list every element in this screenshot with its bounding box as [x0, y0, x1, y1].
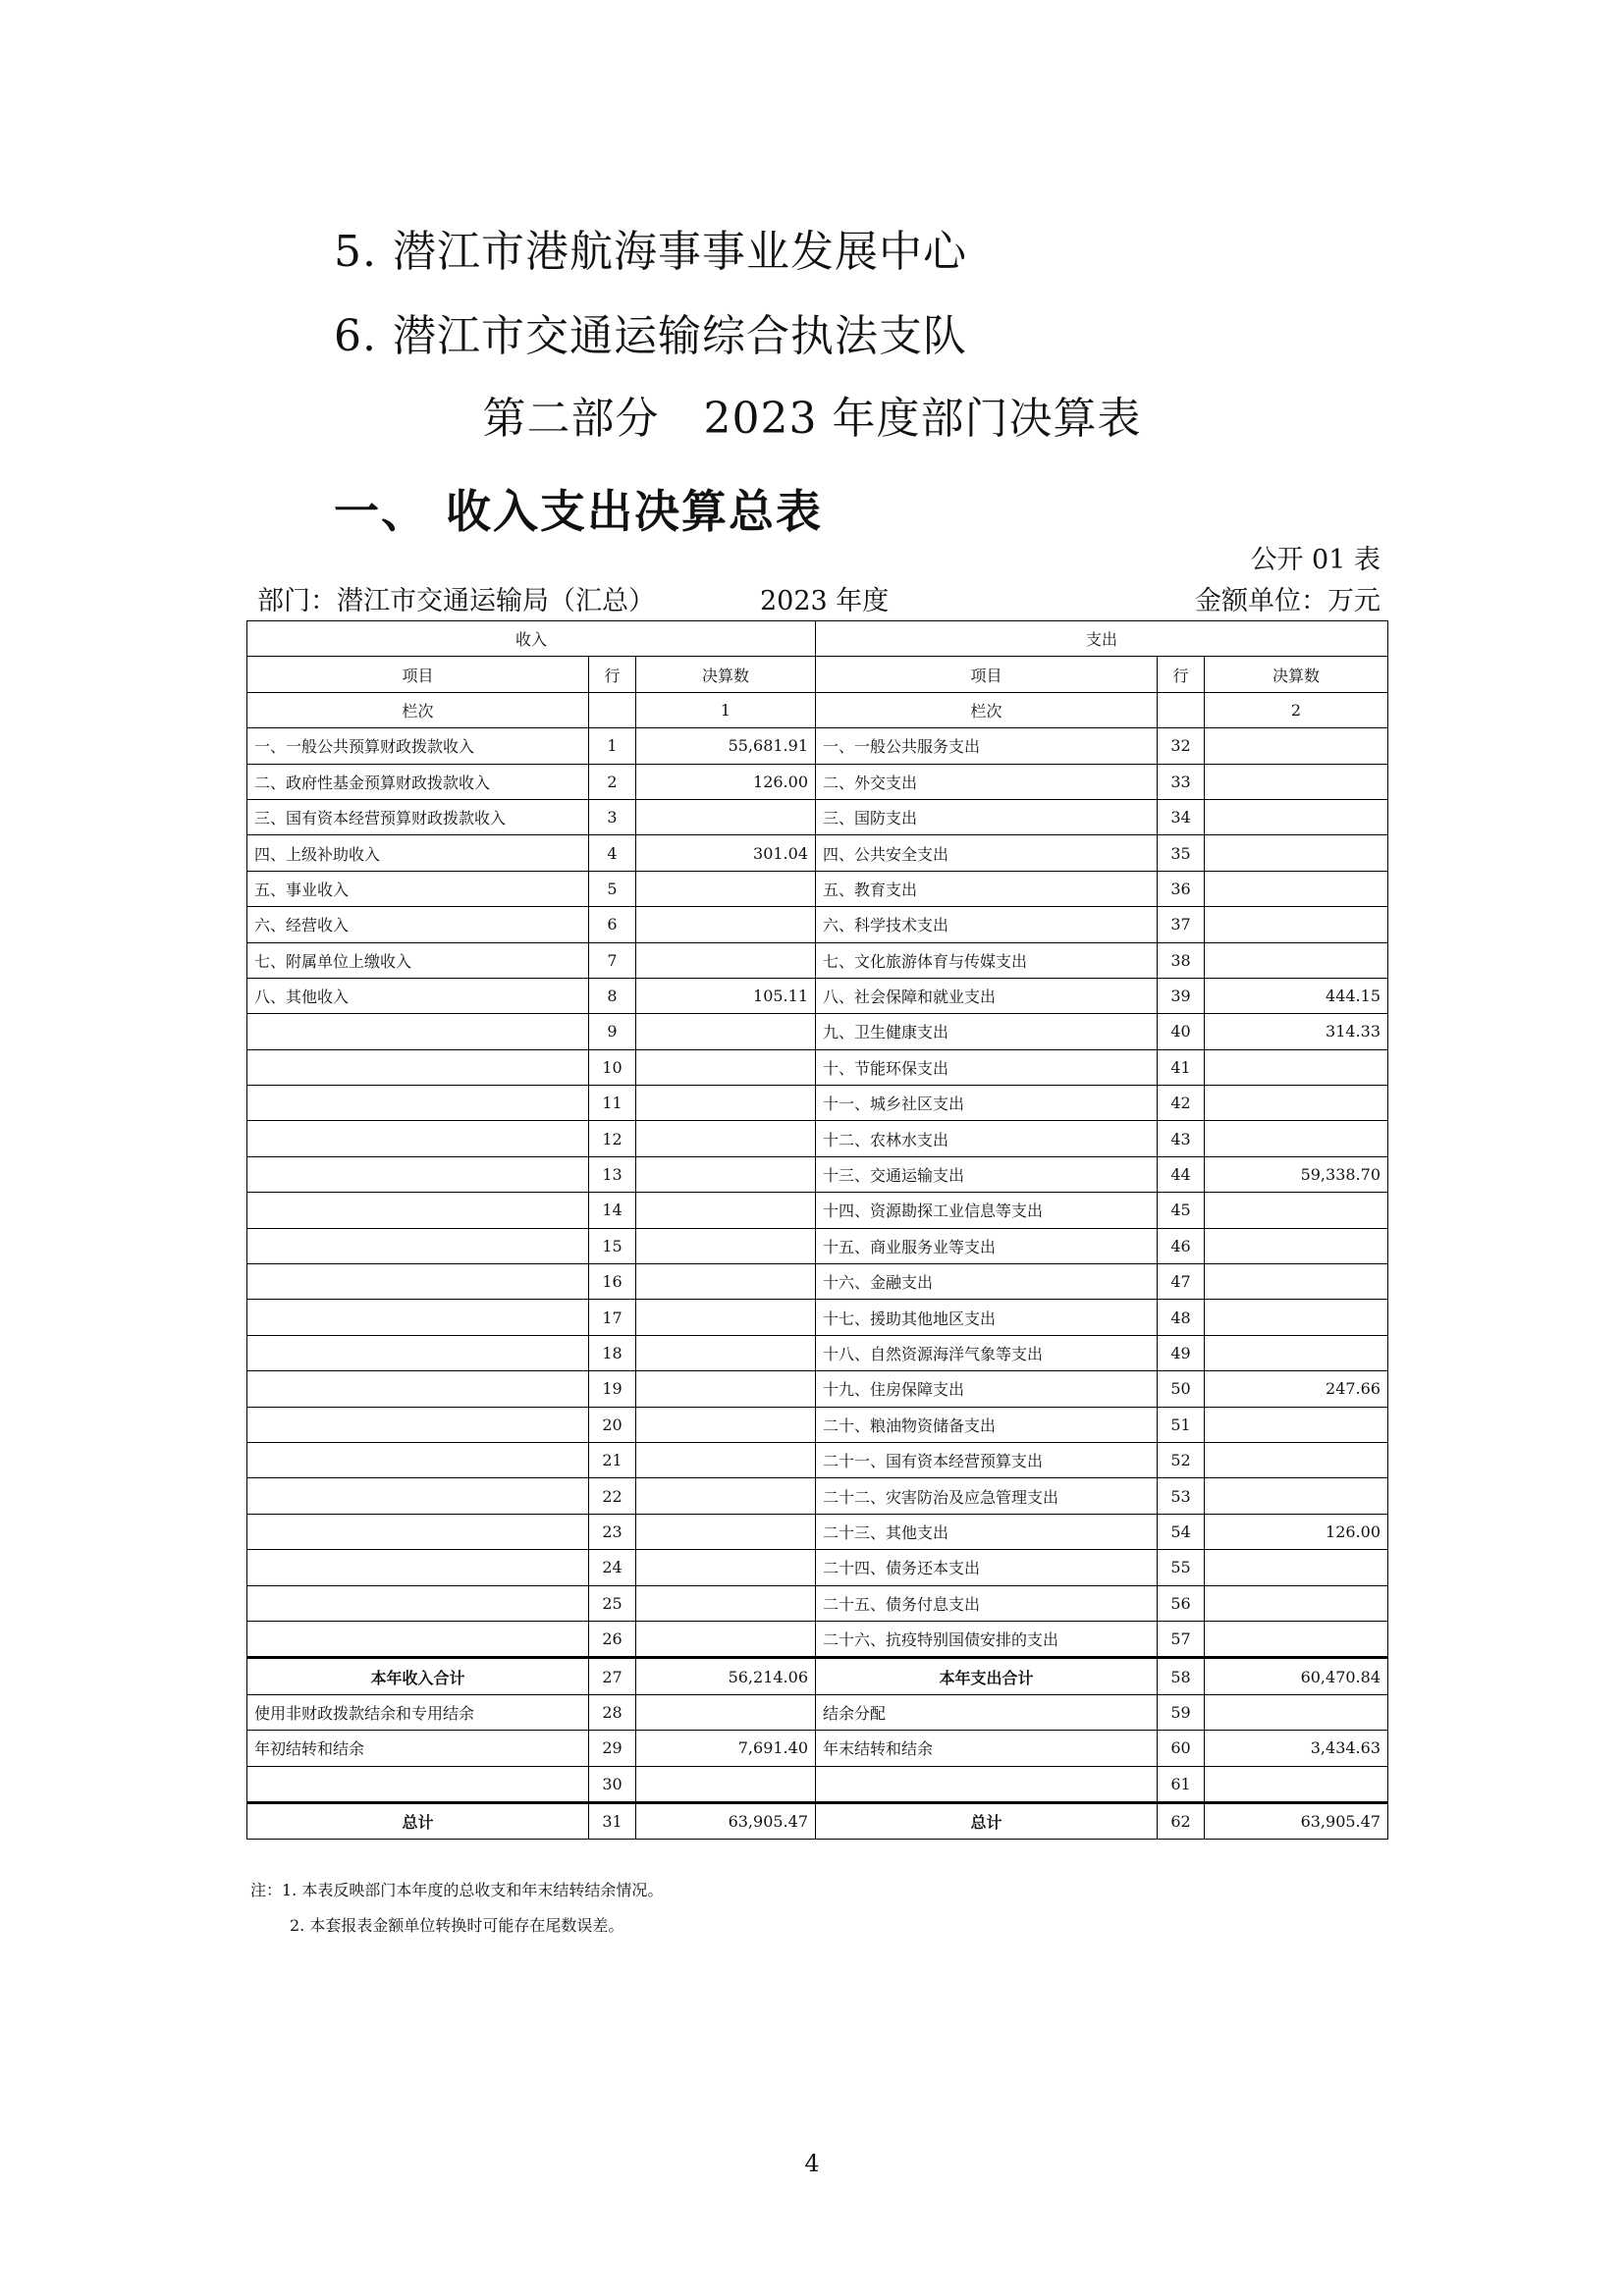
income-item: 八、其他收入: [247, 978, 589, 1013]
expense-line: 45: [1158, 1193, 1205, 1228]
expense-amount: [1205, 871, 1388, 906]
seq-blank: [1158, 692, 1205, 727]
table-row: [247, 1300, 1388, 1335]
income-amount: [636, 907, 816, 942]
expense-amount: [1205, 1766, 1388, 1802]
income-item: [247, 1766, 589, 1802]
expense-item: 十九、住房保障支出: [816, 1371, 1158, 1407]
income-line: 19: [589, 1371, 636, 1407]
col-header-item: 项目: [816, 657, 1158, 692]
expense-amount: [1205, 1694, 1388, 1730]
table-row: [247, 1585, 1388, 1621]
income-amount: [636, 1550, 816, 1585]
income-line: 9: [589, 1014, 636, 1049]
expense-item: 二十六、抗疫特别国债安排的支出: [816, 1621, 1158, 1657]
income-line: 26: [589, 1621, 636, 1657]
expense-item: 二十、粮油物资储备支出: [816, 1407, 1158, 1442]
expense-line: 57: [1158, 1621, 1205, 1657]
col-header-amount: 决算数: [1205, 657, 1388, 692]
income-item: [247, 1014, 589, 1049]
table-row: [247, 871, 1388, 906]
expense-item: 十三、交通运输支出: [816, 1156, 1158, 1192]
table-row: [247, 942, 1388, 978]
expense-line: 61: [1158, 1766, 1205, 1802]
col-header-line: 行: [589, 657, 636, 692]
expense-amount: [1205, 1550, 1388, 1585]
expense-amount: [1205, 1300, 1388, 1335]
income-amount: [636, 1086, 816, 1121]
income-item: 五、事业收入: [247, 871, 589, 906]
income-amount: 56,214.06: [636, 1658, 816, 1694]
expense-item: 十二、农林水支出: [816, 1121, 1158, 1156]
income-line: 30: [589, 1766, 636, 1802]
table-row: [247, 1514, 1388, 1549]
expense-amount: [1205, 764, 1388, 799]
income-amount: [636, 1121, 816, 1156]
income-line: 29: [589, 1731, 636, 1766]
expense-item: 十五、商业服务业等支出: [816, 1228, 1158, 1263]
expense-amount: 247.66: [1205, 1371, 1388, 1407]
expense-line: 35: [1158, 835, 1205, 871]
income-amount: 7,691.40: [636, 1731, 816, 1766]
table-row: [247, 799, 1388, 834]
list-item: 5. 潜江市港航海事事业发展中心: [334, 227, 967, 277]
income-item: [247, 1335, 589, 1370]
income-item: [247, 1478, 589, 1514]
expense-amount: [1205, 728, 1388, 764]
seq-label: 栏次: [816, 692, 1158, 727]
table-row: [247, 1264, 1388, 1300]
income-amount: [636, 1228, 816, 1263]
table-row: [247, 1478, 1388, 1514]
table-row: [247, 1658, 1388, 1694]
table-row: [247, 1014, 1388, 1049]
income-item: 使用非财政拨款结余和专用结余: [247, 1694, 589, 1730]
expense-item: 十、节能环保支出: [816, 1049, 1158, 1085]
income-line: 7: [589, 942, 636, 978]
income-line: 3: [589, 799, 636, 834]
expense-item: 十六、金融支出: [816, 1264, 1158, 1300]
income-amount: [636, 1335, 816, 1370]
income-item: [247, 1621, 589, 1657]
table-row: [247, 1193, 1388, 1228]
expense-item: 结余分配: [816, 1694, 1158, 1730]
table-row: [247, 728, 1388, 764]
expense-amount: [1205, 907, 1388, 942]
income-item: 一、一般公共预算财政拨款收入: [247, 728, 589, 764]
income-line: 14: [589, 1193, 636, 1228]
income-item: [247, 1585, 589, 1621]
income-item: 三、国有资本经营预算财政拨款收入: [247, 799, 589, 834]
income-line: 31: [589, 1802, 636, 1839]
income-line: 2: [589, 764, 636, 799]
table-row: [247, 1802, 1388, 1839]
seq-label: 栏次: [247, 692, 589, 727]
income-amount: [636, 1694, 816, 1730]
seq-blank: [589, 692, 636, 727]
expense-amount: [1205, 835, 1388, 871]
expense-amount: [1205, 1228, 1388, 1263]
income-line: 1: [589, 728, 636, 764]
expense-amount: [1205, 799, 1388, 834]
expense-line: 32: [1158, 728, 1205, 764]
col-header-item: 项目: [247, 657, 589, 692]
table-row: [247, 1121, 1388, 1156]
col-header-line: 行: [1158, 657, 1205, 692]
table-row: [247, 1731, 1388, 1766]
expense-item: 十七、援助其他地区支出: [816, 1300, 1158, 1335]
year-label: 2023 年度: [760, 586, 890, 616]
expense-line: 53: [1158, 1478, 1205, 1514]
income-item: 七、附属单位上缴收入: [247, 942, 589, 978]
unit-label: 金额单位：万元: [1195, 586, 1380, 616]
expense-item: 总计: [816, 1802, 1158, 1839]
table-row: [247, 1335, 1388, 1370]
expense-item: 二十四、债务还本支出: [816, 1550, 1158, 1585]
expense-item: 二、外交支出: [816, 764, 1158, 799]
income-item: 四、上级补助收入: [247, 835, 589, 871]
expense-amount: [1205, 1407, 1388, 1442]
income-amount: [636, 1621, 816, 1657]
expense-line: 41: [1158, 1049, 1205, 1085]
expense-item: 八、社会保障和就业支出: [816, 978, 1158, 1013]
income-amount: 105.11: [636, 978, 816, 1013]
footnote: 2. 本套报表金额单位转换时可能存在尾数误差。: [290, 1916, 624, 1935]
income-line: 24: [589, 1550, 636, 1585]
footnote: 注：1. 本表反映部门本年度的总收支和年末结转结余情况。: [250, 1881, 664, 1899]
table-row: [247, 907, 1388, 942]
expense-line: 47: [1158, 1264, 1205, 1300]
expense-item: 一、一般公共服务支出: [816, 728, 1158, 764]
income-line: 21: [589, 1442, 636, 1477]
expense-item: 十一、城乡社区支出: [816, 1086, 1158, 1121]
page-number: 4: [804, 2150, 820, 2177]
income-item: [247, 1264, 589, 1300]
income-item: [247, 1121, 589, 1156]
income-amount: [636, 871, 816, 906]
income-item: [247, 1300, 589, 1335]
income-line: 22: [589, 1478, 636, 1514]
expense-line: 54: [1158, 1514, 1205, 1549]
expense-line: 49: [1158, 1335, 1205, 1370]
income-amount: [636, 1766, 816, 1802]
income-amount: [636, 1014, 816, 1049]
expense-amount: [1205, 1442, 1388, 1477]
income-item: 六、经营收入: [247, 907, 589, 942]
income-item: [247, 1049, 589, 1085]
income-item: 本年收入合计: [247, 1658, 589, 1694]
department-label: 部门：潜江市交通运输局（汇总）: [257, 586, 655, 616]
table-row: [247, 764, 1388, 799]
income-amount: [636, 1193, 816, 1228]
income-amount: [636, 1264, 816, 1300]
table-row: [247, 835, 1388, 871]
expense-item: 三、国防支出: [816, 799, 1158, 834]
income-line: 11: [589, 1086, 636, 1121]
income-line: 20: [589, 1407, 636, 1442]
budget-table: [246, 620, 1388, 1840]
income-item: 年初结转和结余: [247, 1731, 589, 1766]
expense-item: [816, 1766, 1158, 1802]
income-amount: 301.04: [636, 835, 816, 871]
expense-line: 55: [1158, 1550, 1205, 1585]
income-line: 8: [589, 978, 636, 1013]
expense-amount: 314.33: [1205, 1014, 1388, 1049]
income-item: 总计: [247, 1802, 589, 1839]
income-line: 25: [589, 1585, 636, 1621]
expense-item: 二十二、灾害防治及应急管理支出: [816, 1478, 1158, 1514]
table-row: [247, 1371, 1388, 1407]
income-amount: [636, 1156, 816, 1192]
income-line: 10: [589, 1049, 636, 1085]
expense-amount: [1205, 1264, 1388, 1300]
income-line: 15: [589, 1228, 636, 1263]
table-row: [247, 1766, 1388, 1802]
income-amount: [636, 1478, 816, 1514]
expense-item: 四、公共安全支出: [816, 835, 1158, 871]
expense-item: 十四、资源勘探工业信息等支出: [816, 1193, 1158, 1228]
header-income: 收入: [247, 621, 816, 657]
table-row: [247, 1694, 1388, 1730]
income-amount: [636, 799, 816, 834]
income-line: 18: [589, 1335, 636, 1370]
expense-amount: [1205, 942, 1388, 978]
expense-amount: [1205, 1478, 1388, 1514]
income-line: 13: [589, 1156, 636, 1192]
expense-line: 62: [1158, 1802, 1205, 1839]
expense-line: 42: [1158, 1086, 1205, 1121]
table-row: [247, 1049, 1388, 1085]
expense-line: 46: [1158, 1228, 1205, 1263]
expense-line: 43: [1158, 1121, 1205, 1156]
income-line: 16: [589, 1264, 636, 1300]
income-line: 12: [589, 1121, 636, 1156]
table-row: [247, 1407, 1388, 1442]
expense-line: 44: [1158, 1156, 1205, 1192]
table-row: [247, 1442, 1388, 1477]
expense-line: 37: [1158, 907, 1205, 942]
income-line: 28: [589, 1694, 636, 1730]
expense-item: 六、科学技术支出: [816, 907, 1158, 942]
expense-line: 34: [1158, 799, 1205, 834]
expense-line: 40: [1158, 1014, 1205, 1049]
table-row: [247, 1550, 1388, 1585]
seq-income: 1: [636, 692, 816, 727]
income-amount: [636, 1049, 816, 1085]
part-title: 第二部分 2023 年度部门决算表: [482, 394, 1142, 444]
income-amount: [636, 1585, 816, 1621]
expense-line: 48: [1158, 1300, 1205, 1335]
expense-amount: 60,470.84: [1205, 1658, 1388, 1694]
table-row: [247, 1086, 1388, 1121]
expense-item: 本年支出合计: [816, 1658, 1158, 1694]
income-amount: [636, 1514, 816, 1549]
income-item: [247, 1371, 589, 1407]
table-row: [247, 1228, 1388, 1263]
expense-amount: [1205, 1049, 1388, 1085]
expense-line: 58: [1158, 1658, 1205, 1694]
footnotes: [250, 1873, 663, 1944]
list-item: 6. 潜江市交通运输综合执法支队: [334, 311, 967, 361]
income-line: 23: [589, 1514, 636, 1549]
seq-expense: 2: [1205, 692, 1388, 727]
expense-item: 九、卫生健康支出: [816, 1014, 1158, 1049]
table-code: 公开 01 表: [1250, 545, 1380, 575]
expense-line: 36: [1158, 871, 1205, 906]
income-item: [247, 1228, 589, 1263]
income-item: [247, 1407, 589, 1442]
expense-item: 七、文化旅游体育与传媒支出: [816, 942, 1158, 978]
income-line: 4: [589, 835, 636, 871]
section-title: 一、 收入支出决算总表: [334, 485, 824, 538]
expense-item: 年末结转和结余: [816, 1731, 1158, 1766]
income-amount: 126.00: [636, 764, 816, 799]
income-amount: [636, 942, 816, 978]
expense-line: 38: [1158, 942, 1205, 978]
expense-line: 59: [1158, 1694, 1205, 1730]
income-item: [247, 1550, 589, 1585]
income-item: [247, 1086, 589, 1121]
expense-line: 50: [1158, 1371, 1205, 1407]
income-amount: 55,681.91: [636, 728, 816, 764]
income-item: [247, 1442, 589, 1477]
expense-item: 五、教育支出: [816, 871, 1158, 906]
expense-line: 33: [1158, 764, 1205, 799]
income-line: 5: [589, 871, 636, 906]
expense-item: 十八、自然资源海洋气象等支出: [816, 1335, 1158, 1370]
income-line: 17: [589, 1300, 636, 1335]
income-item: [247, 1156, 589, 1192]
expense-item: 二十一、国有资本经营预算支出: [816, 1442, 1158, 1477]
table-row: [247, 1156, 1388, 1192]
expense-amount: [1205, 1193, 1388, 1228]
col-header-amount: 决算数: [636, 657, 816, 692]
expense-line: 56: [1158, 1585, 1205, 1621]
expense-amount: [1205, 1585, 1388, 1621]
income-item: [247, 1514, 589, 1549]
expense-line: 52: [1158, 1442, 1205, 1477]
income-line: 6: [589, 907, 636, 942]
table-row: [247, 978, 1388, 1013]
income-line: 27: [589, 1658, 636, 1694]
expense-amount: [1205, 1121, 1388, 1156]
expense-amount: 63,905.47: [1205, 1802, 1388, 1839]
expense-line: 60: [1158, 1731, 1205, 1766]
income-item: 二、政府性基金预算财政拨款收入: [247, 764, 589, 799]
expense-amount: 444.15: [1205, 978, 1388, 1013]
income-item: [247, 1193, 589, 1228]
expense-line: 51: [1158, 1407, 1205, 1442]
income-amount: [636, 1300, 816, 1335]
income-amount: [636, 1407, 816, 1442]
expense-amount: 126.00: [1205, 1514, 1388, 1549]
expense-amount: [1205, 1621, 1388, 1657]
expense-amount: [1205, 1335, 1388, 1370]
expense-amount: 59,338.70: [1205, 1156, 1388, 1192]
expense-amount: [1205, 1086, 1388, 1121]
expense-line: 39: [1158, 978, 1205, 1013]
table-row: [247, 1621, 1388, 1657]
income-amount: [636, 1442, 816, 1477]
expense-item: 二十三、其他支出: [816, 1514, 1158, 1549]
expense-item: 二十五、债务付息支出: [816, 1585, 1158, 1621]
income-amount: 63,905.47: [636, 1802, 816, 1839]
expense-amount: 3,434.63: [1205, 1731, 1388, 1766]
income-amount: [636, 1371, 816, 1407]
header-expense: 支出: [816, 621, 1388, 657]
